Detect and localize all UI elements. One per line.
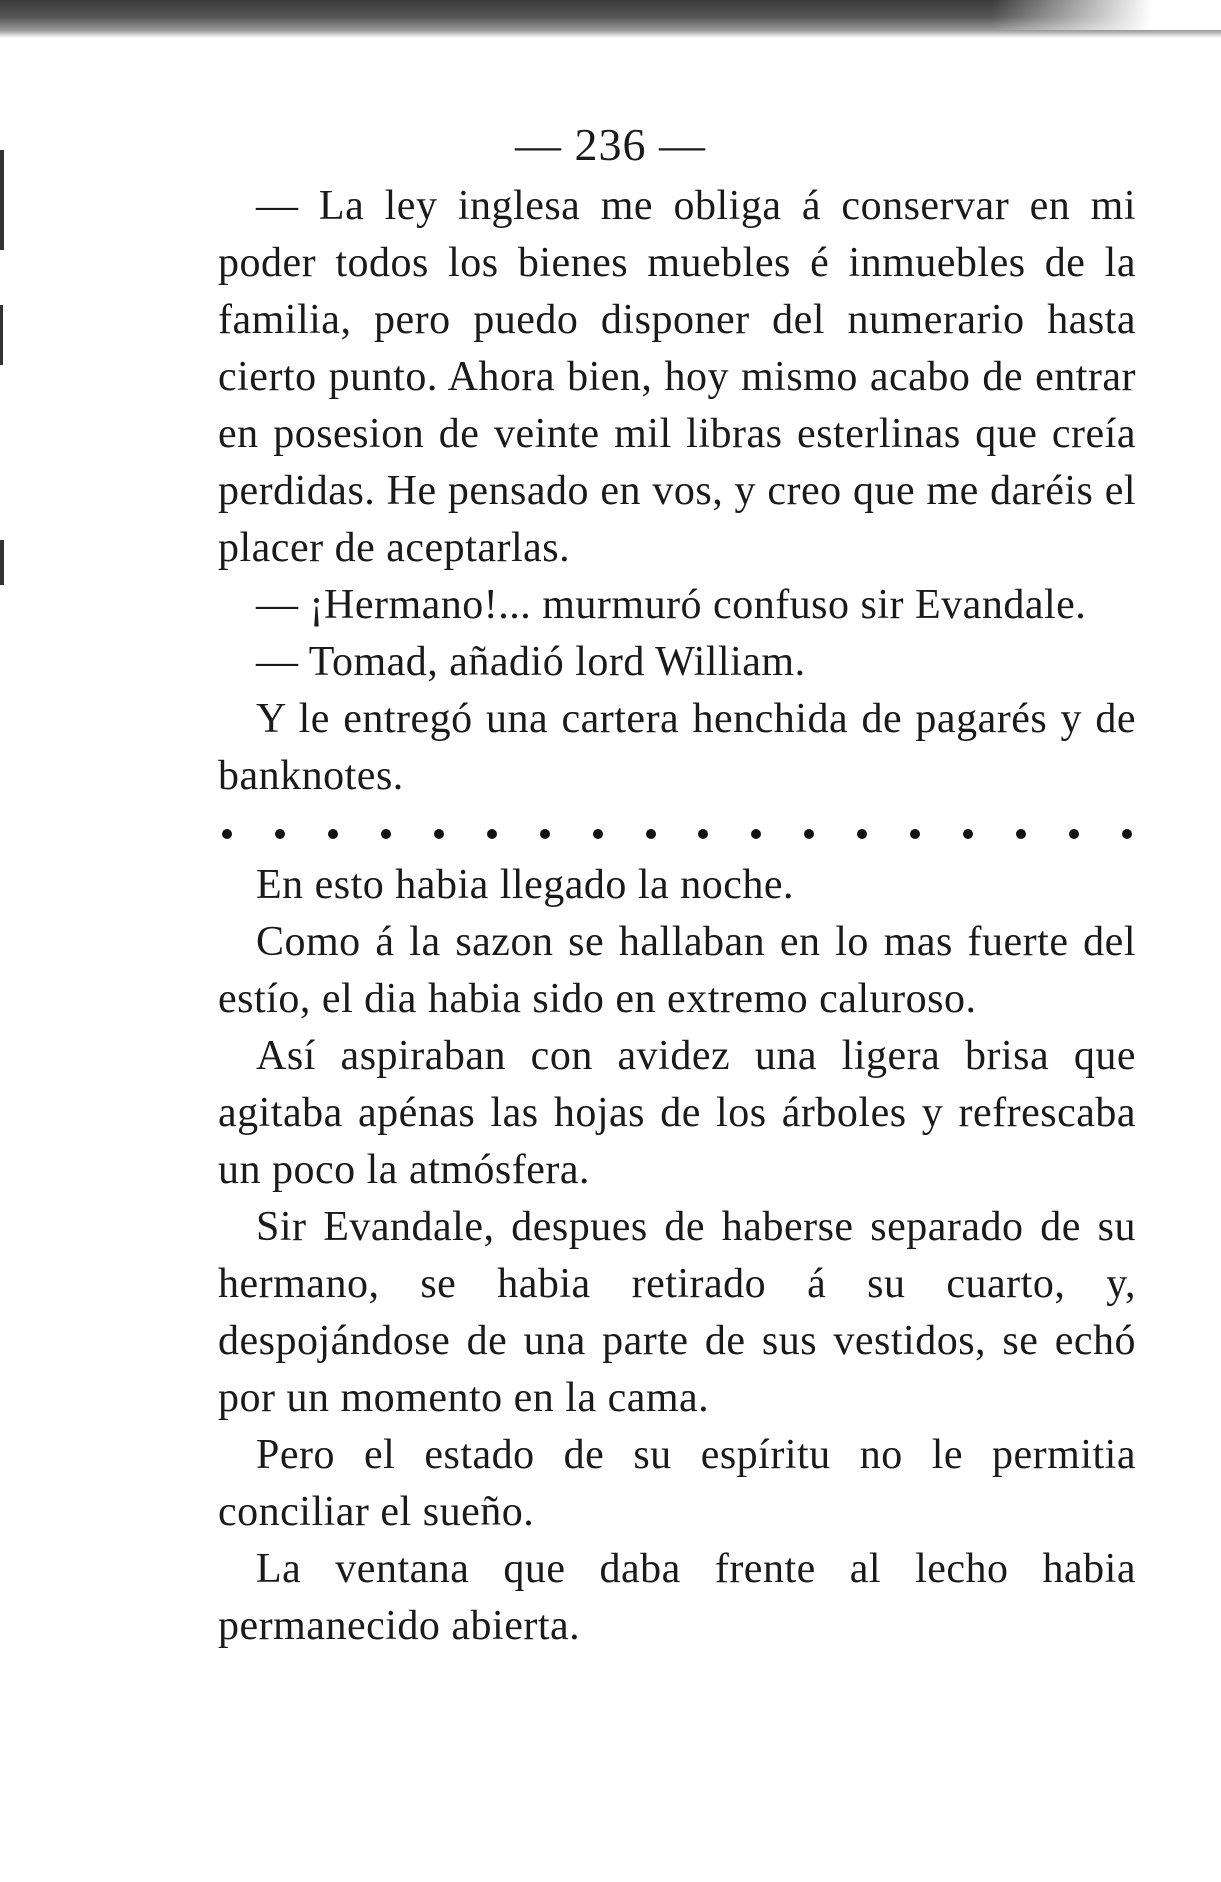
separator-dot: [487, 829, 497, 839]
separator-dot: [275, 829, 285, 839]
separator-dot: [222, 829, 232, 839]
paragraph: Así aspiraban con avidez una ligera brisa que agitaba apénas las hojas de los árboles y refrescaba un poco la atmósfera.: [218, 1033, 1136, 1193]
separator-dot: [857, 829, 867, 839]
paragraph: — ¡Hermano!... murmuró confuso sir Evandale.: [256, 582, 1087, 628]
paragraph: Sir Evandale, despues de haberse separado de su hermano, se habia retirado á su cuarto, y, despojándose de una parte de sus vestidos, se echó por un momento en la cama.: [218, 1204, 1136, 1421]
paragraph: La ventana que daba frente al lecho habia permanecido abierta.: [218, 1546, 1136, 1649]
paragraph: — Tomad, añadió lord William.: [256, 639, 806, 685]
separator-dot: [804, 829, 814, 839]
paragraph: En esto habia llegado la noche.: [256, 862, 794, 908]
separator-dot: [646, 829, 656, 839]
separator-dot: [1069, 829, 1079, 839]
separator-dot: [328, 829, 338, 839]
page-body: [218, 178, 1136, 1655]
scan-margin-mark: [0, 540, 4, 585]
separator-dot: [434, 829, 444, 839]
separator-dot: [698, 829, 708, 839]
separator-dot: [1016, 829, 1026, 839]
separator-dot: [1122, 829, 1132, 839]
page-number: — 236 —: [515, 119, 706, 170]
paragraph: Y le entregó una cartera henchida de pagarés y de banknotes.: [218, 696, 1136, 799]
separator-dot: [751, 829, 761, 839]
separator-dot: [381, 829, 391, 839]
section-separator-dots: [218, 805, 1136, 857]
separator-dot: [910, 829, 920, 839]
separator-dot: [593, 829, 603, 839]
separator-dot: [963, 829, 973, 839]
paragraph: Como á la sazon se hallaban en lo mas fuerte del estío, el dia habia sido en extremo caluroso.: [218, 919, 1136, 1022]
paragraph: Pero el estado de su espíritu no le permitia conciliar el sueño.: [218, 1432, 1136, 1535]
scan-margin-mark: [0, 305, 3, 365]
paragraph: — La ley inglesa me obliga á conservar en mi poder todos los bienes muebles é inmuebles de la familia, pero puedo disponer del numerario hasta cierto punto. Ahora bien, hoy mismo acabo de entrar en posesion de veinte mil libras esterlinas que creía perdidas. He pensado en vos, y creo que me daréis el placer de aceptarlas.: [218, 183, 1136, 571]
separator-dot: [540, 829, 550, 839]
scan-top-edge-fade: [991, 0, 1221, 30]
